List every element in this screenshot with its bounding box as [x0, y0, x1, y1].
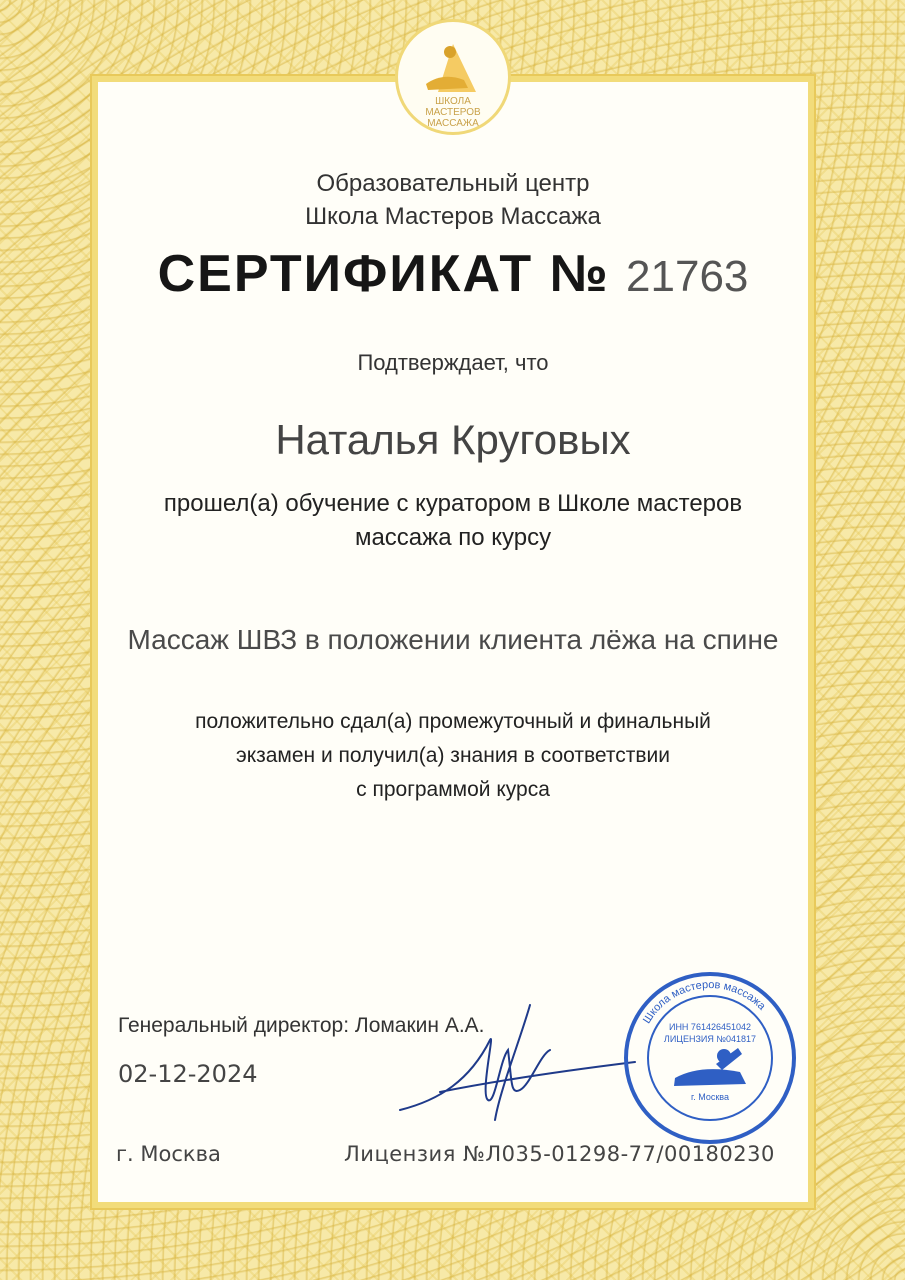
org-line-1: Образовательный центр — [316, 170, 590, 197]
confirms-text: Подтверждает, что — [357, 350, 549, 375]
city: г. Москва — [116, 1142, 221, 1166]
course-name: Массаж ШВЗ в положении клиента лёжа на спине — [127, 624, 779, 655]
logo-line3: МАССАЖА — [427, 118, 479, 129]
school-logo — [398, 22, 508, 132]
massage-logo-icon — [398, 22, 508, 132]
stamp-license: ЛИЦЕНЗИЯ №041817 — [663, 1034, 757, 1044]
exam-line-3: с программой курса — [356, 778, 550, 801]
signature-icon — [380, 1000, 640, 1130]
logo-line2: МАСТЕРОВ — [425, 107, 481, 118]
director-line: Генеральный директор: Ломакин А.А. — [118, 1014, 485, 1037]
completed-line-1: прошел(а) обучение с куратором в Школе мастеров — [163, 490, 743, 517]
issue-date: 02-12-2024 — [118, 1060, 258, 1088]
org-line-2: Школа Мастеров Массажа — [305, 203, 601, 230]
logo-line1: ШКОЛА — [435, 96, 471, 107]
stamp-inn: ИНН 761426451042 — [668, 1022, 752, 1032]
stamp-seal-icon — [620, 968, 800, 1148]
license-number: Лицензия №Л035-01298-77/00180230 — [344, 1142, 775, 1166]
exam-line-2: экзамен и получил(а) знания в соответствии — [235, 744, 671, 767]
certificate-title-text: СЕРТИФИКАТ № — [157, 245, 610, 303]
certificate-number: 21763 — [626, 252, 749, 301]
stamp-ring-text: Школа мастеров массажа — [640, 978, 768, 1026]
completed-line-2: массажа по курсу — [354, 524, 552, 551]
recipient-name: Наталья Круговых — [275, 416, 631, 463]
stamp-city: г. Москва — [691, 1092, 729, 1102]
official-stamp — [620, 968, 800, 1153]
exam-line-1: положительно сдал(а) промежуточный и финальный — [195, 710, 711, 733]
certificate-title — [98, 244, 808, 304]
